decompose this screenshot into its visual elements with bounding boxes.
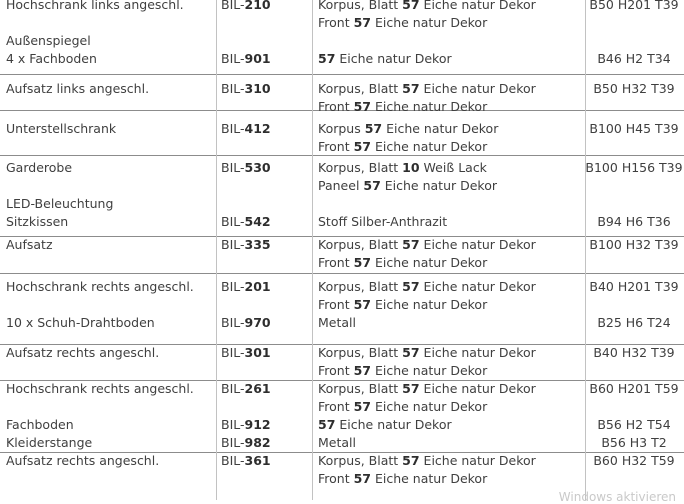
item-code-prefix: BIL-: [221, 160, 245, 175]
item-name: Außenspiegel: [6, 33, 91, 48]
item-code-number: 970: [244, 315, 271, 330]
item-name: Aufsatz links angeschl.: [6, 81, 150, 96]
color-code: 57: [353, 139, 371, 154]
description-text: Korpus, Blatt: [318, 453, 403, 468]
column-divider: [216, 110, 217, 155]
item-description: [318, 344, 536, 362]
table-row: [0, 0, 684, 75]
item-code-prefix: BIL-: [221, 381, 245, 396]
description-text: Eiche natur Dekor: [419, 381, 536, 396]
description-text: Front: [318, 99, 354, 114]
item-description: [318, 470, 487, 488]
item-code-number: 982: [244, 435, 271, 450]
item-code-prefix: BIL-: [221, 345, 245, 360]
item-name: Kleiderstange: [6, 435, 93, 450]
item-code-prefix: BIL-: [221, 81, 245, 96]
description-text: Front: [318, 255, 354, 270]
item-description: [318, 0, 536, 14]
item-name: LED-Beleuchtung: [6, 196, 114, 211]
column-divider: [312, 155, 313, 236]
item-code-prefix: BIL-: [221, 121, 245, 136]
item-name: Aufsatz rechts angeschl.: [6, 345, 160, 360]
description-text: Front: [318, 471, 354, 486]
item-description: [318, 362, 487, 380]
item-code-prefix: BIL-: [221, 214, 245, 229]
item-dimensions: B94 H6 T36: [597, 214, 671, 229]
item-code: [221, 120, 271, 138]
item-name: Fachboden: [6, 417, 74, 432]
table-row: [0, 74, 684, 114]
description-text: Front: [318, 297, 354, 312]
description-text: Eiche natur Dekor: [419, 0, 536, 12]
item-name: Hochschrank links angeschl.: [6, 0, 184, 12]
description-text: Korpus, Blatt: [318, 160, 403, 175]
column-divider: [312, 452, 313, 500]
description-text: Korpus, Blatt: [318, 381, 403, 396]
item-description: [318, 254, 487, 272]
item-description: [318, 452, 536, 470]
color-code: 57: [402, 381, 420, 396]
item-code-prefix: BIL-: [221, 51, 245, 66]
color-code: 57: [402, 345, 420, 360]
description-text: Eiche natur Dekor: [371, 363, 488, 378]
table-row: [0, 110, 684, 156]
item-description: [318, 213, 447, 231]
item-description: [318, 398, 487, 416]
table-row: [0, 380, 684, 453]
description-text: Eiche natur Dekor: [380, 178, 498, 193]
item-code-prefix: BIL-: [221, 417, 245, 432]
item-dimensions: B100 H45 T39: [589, 121, 679, 136]
description-text: Eiche natur Dekor: [371, 399, 488, 414]
item-code: [221, 314, 271, 332]
column-divider: [216, 0, 217, 74]
color-code: 57: [363, 178, 381, 193]
column-divider: [312, 236, 313, 273]
description-text: Paneel: [318, 178, 364, 193]
description-text: Eiche natur Dekor: [371, 471, 488, 486]
column-divider: [216, 344, 217, 380]
description-text: Weiß Lack: [419, 160, 487, 175]
color-code: 57: [318, 417, 336, 432]
item-code: [221, 278, 271, 296]
table-row: [0, 236, 684, 274]
item-code-number: 301: [244, 345, 271, 360]
description-text: Front: [318, 399, 354, 414]
color-code: 57: [318, 51, 336, 66]
item-description: [318, 50, 452, 68]
column-divider: [312, 273, 313, 344]
column-divider: [312, 74, 313, 110]
description-text: Eiche natur Dekor: [335, 417, 452, 432]
color-code: 57: [353, 15, 371, 30]
item-description: [318, 177, 497, 195]
description-text: Eiche natur Dekor: [371, 255, 488, 270]
item-code-number: 210: [244, 0, 271, 12]
item-code: [221, 236, 271, 254]
description-text: Eiche natur Dekor: [371, 99, 488, 114]
item-code-number: 310: [244, 81, 271, 96]
color-code: 57: [402, 453, 420, 468]
item-dimensions: B100 H156 T39: [585, 160, 683, 175]
description-text: Metall: [318, 315, 356, 330]
description-text: Korpus: [318, 121, 365, 136]
item-name: 10 x Schuh-Drahtboden: [6, 315, 155, 330]
item-description: [318, 236, 536, 254]
item-description: [318, 416, 452, 434]
item-code: [221, 344, 271, 362]
item-code: [221, 50, 271, 68]
item-description: [318, 296, 487, 314]
item-description: [318, 120, 498, 138]
item-code: [221, 213, 271, 231]
item-dimensions: B25 H6 T24: [597, 315, 671, 330]
item-description: [318, 434, 356, 452]
item-code-prefix: BIL-: [221, 315, 245, 330]
column-divider: [312, 0, 313, 74]
item-code: [221, 380, 271, 398]
description-text: Eiche natur Dekor: [419, 279, 536, 294]
item-code-prefix: BIL-: [221, 279, 245, 294]
item-code-number: 261: [244, 381, 271, 396]
column-divider: [216, 74, 217, 110]
column-divider: [216, 236, 217, 273]
description-text: Eiche natur Dekor: [371, 15, 488, 30]
item-description: [318, 278, 536, 296]
description-text: Eiche natur Dekor: [335, 51, 452, 66]
item-description: [318, 80, 536, 98]
column-divider: [216, 155, 217, 236]
table-row: [0, 344, 684, 381]
color-code: 57: [353, 363, 371, 378]
item-code-number: 412: [244, 121, 271, 136]
description-text: Korpus, Blatt: [318, 81, 403, 96]
column-divider: [216, 452, 217, 500]
item-code: [221, 0, 271, 14]
item-code: [221, 80, 271, 98]
color-code: 57: [353, 297, 371, 312]
description-text: Front: [318, 139, 354, 154]
item-name: Unterstellschrank: [6, 121, 117, 136]
item-name: Hochschrank rechts angeschl.: [6, 381, 194, 396]
item-name: Aufsatz rechts angeschl.: [6, 453, 160, 468]
item-code-prefix: BIL-: [221, 0, 245, 12]
item-name: Hochschrank rechts angeschl.: [6, 279, 194, 294]
color-code: 57: [353, 471, 371, 486]
item-code-number: 530: [244, 160, 271, 175]
item-code-number: 912: [244, 417, 271, 432]
description-text: Eiche natur Dekor: [419, 81, 536, 96]
item-code: [221, 159, 271, 177]
item-dimensions: B60 H32 T59: [593, 453, 675, 468]
column-divider: [216, 380, 217, 452]
description-text: Korpus, Blatt: [318, 0, 403, 12]
item-description: [318, 159, 487, 177]
description-text: Korpus, Blatt: [318, 279, 403, 294]
description-text: Eiche natur Dekor: [371, 139, 488, 154]
item-code: [221, 434, 271, 452]
item-name: Garderobe: [6, 160, 73, 175]
description-text: Metall: [318, 435, 356, 450]
column-divider: [312, 380, 313, 452]
description-text: Korpus, Blatt: [318, 345, 403, 360]
description-text: Eiche natur Dekor: [419, 237, 536, 252]
description-text: Eiche natur Dekor: [419, 345, 536, 360]
color-code: 57: [402, 279, 420, 294]
item-dimensions: B56 H2 T54: [597, 417, 671, 432]
item-code-number: 201: [244, 279, 271, 294]
table-row: [0, 273, 684, 345]
item-code-number: 901: [244, 51, 271, 66]
item-code-prefix: BIL-: [221, 453, 245, 468]
item-code-prefix: BIL-: [221, 237, 245, 252]
item-name: Aufsatz: [6, 237, 53, 252]
description-text: Eiche natur Dekor: [382, 121, 499, 136]
item-description: [318, 314, 356, 332]
item-description: [318, 138, 487, 156]
item-code-number: 542: [244, 214, 271, 229]
item-code: [221, 452, 271, 470]
color-code: 10: [402, 160, 420, 175]
item-dimensions: B100 H32 T39: [589, 237, 679, 252]
table-row: [0, 155, 684, 237]
item-dimensions: B46 H2 T34: [597, 51, 671, 66]
description-text: Front: [318, 363, 354, 378]
item-dimensions: B56 H3 T2: [601, 435, 667, 450]
color-code: 57: [353, 399, 371, 414]
color-code: 57: [402, 0, 420, 12]
item-name: Sitzkissen: [6, 214, 69, 229]
item-code-number: 335: [244, 237, 271, 252]
description-text: Eiche natur Dekor: [419, 453, 536, 468]
color-code: 57: [402, 237, 420, 252]
item-name: 4 x Fachboden: [6, 51, 97, 66]
color-code: 57: [353, 255, 371, 270]
watermark-text: Windows aktivieren: [558, 490, 676, 504]
description-text: Stoff Silber-Anthrazit: [318, 214, 448, 229]
item-code: [221, 416, 271, 434]
item-code-prefix: BIL-: [221, 435, 245, 450]
item-code-number: 361: [244, 453, 271, 468]
item-description: [318, 14, 487, 32]
description-text: Front: [318, 15, 354, 30]
color-code: 57: [402, 81, 420, 96]
item-dimensions: B60 H201 T59: [589, 381, 679, 396]
column-divider: [312, 110, 313, 155]
item-dimensions: B40 H32 T39: [593, 345, 675, 360]
description-text: Korpus, Blatt: [318, 237, 403, 252]
description-text: Eiche natur Dekor: [371, 297, 488, 312]
item-description: [318, 380, 536, 398]
color-code: 57: [353, 99, 371, 114]
item-dimensions: B50 H32 T39: [593, 81, 675, 96]
column-divider: [216, 273, 217, 344]
color-code: 57: [364, 121, 383, 136]
item-dimensions: B50 H201 T39: [589, 0, 679, 12]
column-divider: [312, 344, 313, 380]
item-dimensions: B40 H201 T39: [589, 279, 679, 294]
